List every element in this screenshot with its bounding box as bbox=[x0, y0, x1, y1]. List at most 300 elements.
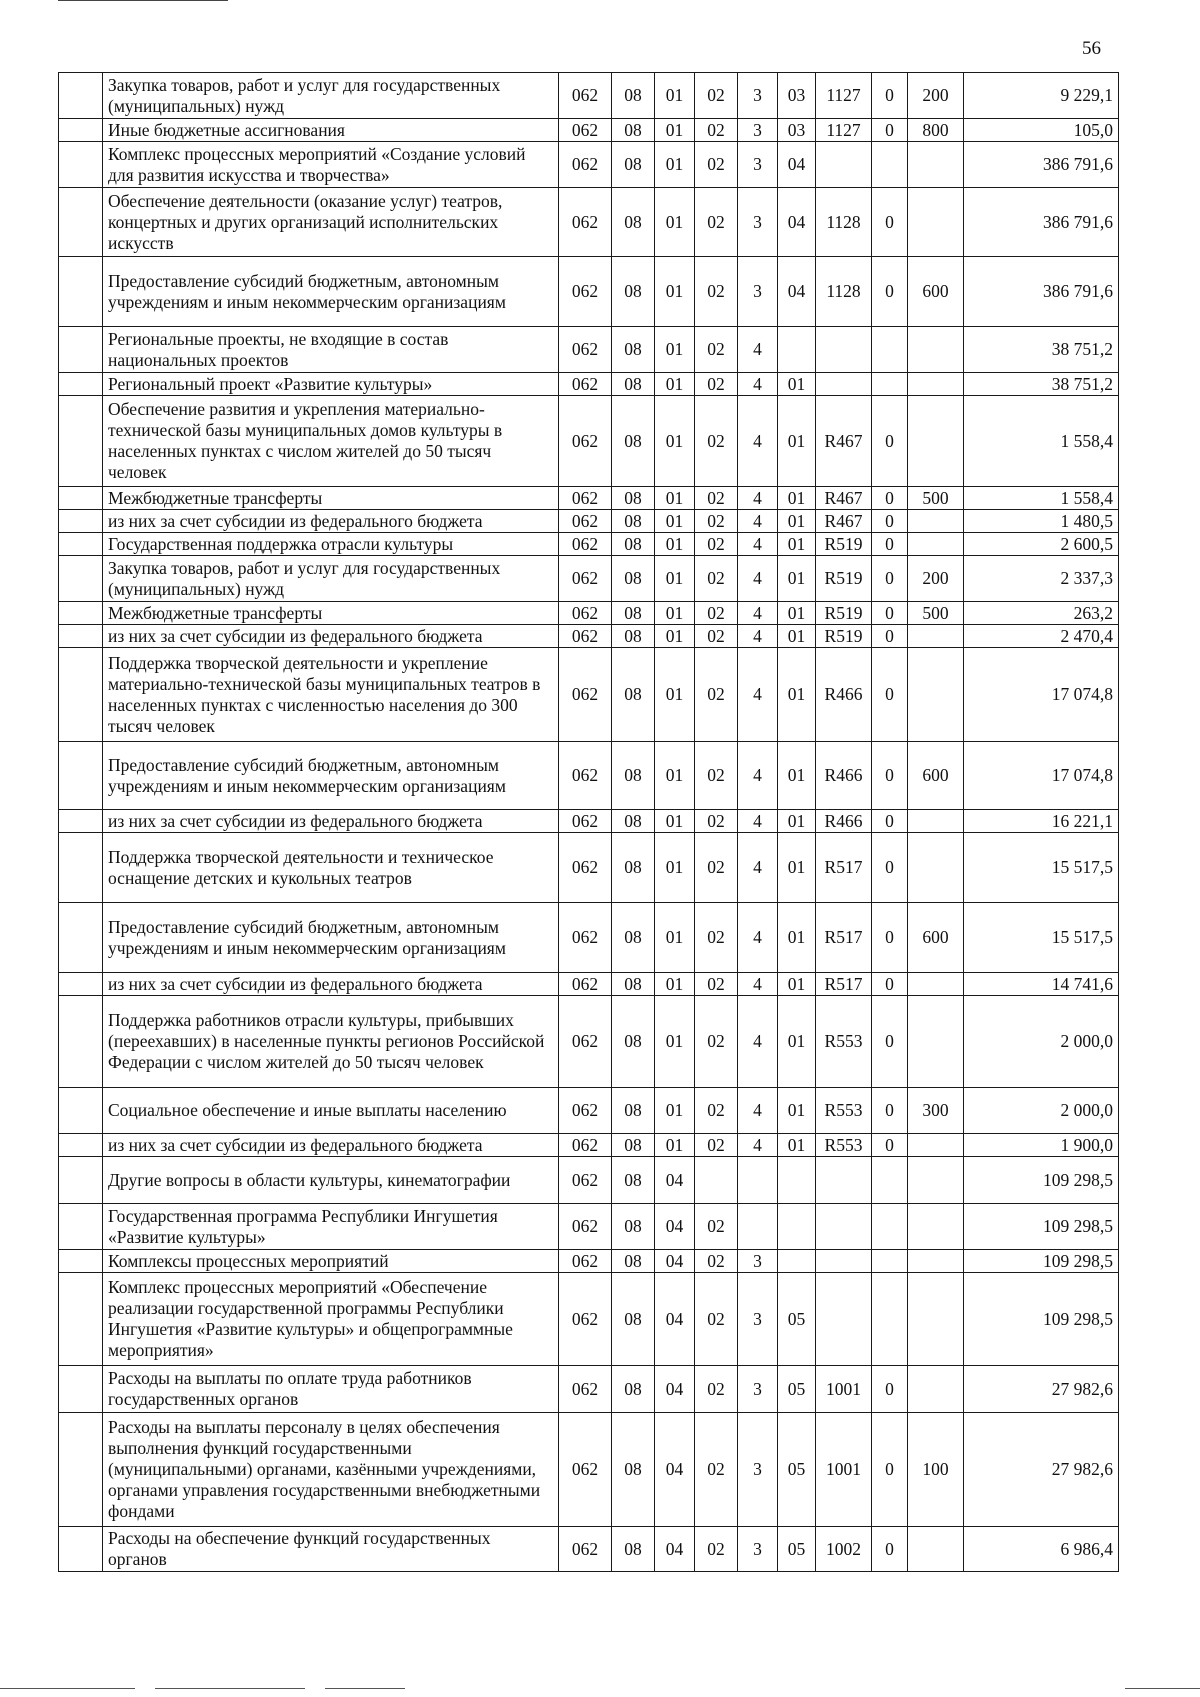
code-c5: 4 bbox=[738, 973, 778, 996]
amount: 2 000,0 bbox=[964, 996, 1119, 1088]
code-c4: 02 bbox=[695, 996, 738, 1088]
table-row bbox=[59, 742, 1119, 810]
code-c2: 08 bbox=[612, 533, 655, 556]
code-c6: 03 bbox=[778, 119, 816, 142]
code-c1: 062 bbox=[559, 1134, 612, 1157]
code-c4: 02 bbox=[695, 1134, 738, 1157]
amount: 38 751,2 bbox=[964, 373, 1119, 396]
code-c6: 01 bbox=[778, 1134, 816, 1157]
code-c7: R466 bbox=[816, 648, 872, 742]
code-c6: 04 bbox=[778, 257, 816, 327]
row-number-cell bbox=[59, 625, 103, 648]
code-c5: 3 bbox=[738, 142, 778, 188]
code-c5: 3 bbox=[738, 1250, 778, 1273]
code-c3: 04 bbox=[655, 1204, 695, 1250]
code-c4: 02 bbox=[695, 73, 738, 119]
code-c9: 200 bbox=[908, 556, 964, 602]
code-c9 bbox=[908, 142, 964, 188]
code-c7 bbox=[816, 1157, 872, 1204]
code-c7 bbox=[816, 1204, 872, 1250]
code-c7: R553 bbox=[816, 1088, 872, 1134]
table-row bbox=[59, 533, 1119, 556]
code-c3: 01 bbox=[655, 742, 695, 810]
code-c8: 0 bbox=[872, 833, 908, 903]
code-c7: R517 bbox=[816, 903, 872, 973]
code-c1: 062 bbox=[559, 188, 612, 257]
code-c7: 1128 bbox=[816, 257, 872, 327]
code-c3: 01 bbox=[655, 625, 695, 648]
code-c9 bbox=[908, 510, 964, 533]
code-c9: 800 bbox=[908, 119, 964, 142]
code-c5: 3 bbox=[738, 1273, 778, 1366]
row-number-cell bbox=[59, 142, 103, 188]
code-c2: 08 bbox=[612, 1413, 655, 1527]
code-c1: 062 bbox=[559, 1088, 612, 1134]
item-name: Поддержка творческой деятельности и техническое оснащение детских и кукольных театров bbox=[103, 833, 559, 903]
code-c4 bbox=[695, 1157, 738, 1204]
code-c4: 02 bbox=[695, 1366, 738, 1413]
row-number-cell bbox=[59, 327, 103, 373]
code-c9 bbox=[908, 373, 964, 396]
code-c7 bbox=[816, 373, 872, 396]
code-c6: 01 bbox=[778, 810, 816, 833]
code-c1: 062 bbox=[559, 1366, 612, 1413]
amount: 17 074,8 bbox=[964, 648, 1119, 742]
code-c1: 062 bbox=[559, 396, 612, 487]
code-c5: 4 bbox=[738, 810, 778, 833]
amount: 15 517,5 bbox=[964, 903, 1119, 973]
row-number-cell bbox=[59, 73, 103, 119]
code-c7: R467 bbox=[816, 396, 872, 487]
code-c9 bbox=[908, 1527, 964, 1572]
code-c8: 0 bbox=[872, 533, 908, 556]
code-c3: 01 bbox=[655, 903, 695, 973]
item-name: Другие вопросы в области культуры, кинематографии bbox=[103, 1157, 559, 1204]
code-c4: 02 bbox=[695, 327, 738, 373]
code-c2: 08 bbox=[612, 327, 655, 373]
code-c9: 600 bbox=[908, 903, 964, 973]
code-c2: 08 bbox=[612, 1273, 655, 1366]
table-row bbox=[59, 556, 1119, 602]
code-c8: 0 bbox=[872, 119, 908, 142]
item-name: Социальное обеспечение и иные выплаты населению bbox=[103, 1088, 559, 1134]
code-c9: 500 bbox=[908, 487, 964, 510]
code-c2: 08 bbox=[612, 625, 655, 648]
row-number-cell bbox=[59, 1527, 103, 1572]
amount: 27 982,6 bbox=[964, 1413, 1119, 1527]
item-name: из них за счет субсидии из федерального бюджета bbox=[103, 625, 559, 648]
code-c8 bbox=[872, 1204, 908, 1250]
code-c8: 0 bbox=[872, 1527, 908, 1572]
code-c6: 01 bbox=[778, 742, 816, 810]
table-row bbox=[59, 487, 1119, 510]
item-name: Межбюджетные трансферты bbox=[103, 602, 559, 625]
code-c4: 02 bbox=[695, 973, 738, 996]
code-c9 bbox=[908, 1250, 964, 1273]
code-c7: 1128 bbox=[816, 188, 872, 257]
code-c5: 4 bbox=[738, 996, 778, 1088]
code-c2: 08 bbox=[612, 903, 655, 973]
row-number-cell bbox=[59, 833, 103, 903]
code-c2: 08 bbox=[612, 1134, 655, 1157]
row-number-cell bbox=[59, 602, 103, 625]
code-c6: 03 bbox=[778, 73, 816, 119]
code-c2: 08 bbox=[612, 973, 655, 996]
code-c9 bbox=[908, 1366, 964, 1413]
code-c8: 0 bbox=[872, 1088, 908, 1134]
code-c1: 062 bbox=[559, 556, 612, 602]
code-c2: 08 bbox=[612, 142, 655, 188]
row-number-cell bbox=[59, 1204, 103, 1250]
code-c6: 01 bbox=[778, 648, 816, 742]
code-c6 bbox=[778, 1204, 816, 1250]
code-c5: 4 bbox=[738, 533, 778, 556]
table-row bbox=[59, 1088, 1119, 1134]
budget-table-body bbox=[59, 73, 1119, 1572]
code-c9: 600 bbox=[908, 742, 964, 810]
code-c4: 02 bbox=[695, 1413, 738, 1527]
table-row bbox=[59, 373, 1119, 396]
code-c3: 04 bbox=[655, 1273, 695, 1366]
code-c1: 062 bbox=[559, 487, 612, 510]
item-name: Закупка товаров, работ и услуг для государственных (муниципальных) нужд bbox=[103, 556, 559, 602]
code-c4: 02 bbox=[695, 119, 738, 142]
code-c1: 062 bbox=[559, 810, 612, 833]
code-c7: R466 bbox=[816, 810, 872, 833]
code-c3: 01 bbox=[655, 510, 695, 533]
code-c2: 08 bbox=[612, 396, 655, 487]
code-c4: 02 bbox=[695, 510, 738, 533]
code-c9 bbox=[908, 833, 964, 903]
code-c6 bbox=[778, 1250, 816, 1273]
row-number-cell bbox=[59, 648, 103, 742]
code-c5: 4 bbox=[738, 625, 778, 648]
code-c9 bbox=[908, 396, 964, 487]
row-number-cell bbox=[59, 119, 103, 142]
code-c9 bbox=[908, 1157, 964, 1204]
code-c8: 0 bbox=[872, 742, 908, 810]
row-number-cell bbox=[59, 810, 103, 833]
code-c7: 1001 bbox=[816, 1366, 872, 1413]
code-c5: 4 bbox=[738, 510, 778, 533]
amount: 109 298,5 bbox=[964, 1273, 1119, 1366]
row-number-cell bbox=[59, 1134, 103, 1157]
code-c7 bbox=[816, 1273, 872, 1366]
code-c1: 062 bbox=[559, 1527, 612, 1572]
item-name: Обеспечение развития и укрепления материально-технической базы муниципальных домов культуры в населенных пунктах с числом жителей до 50 тысяч человек bbox=[103, 396, 559, 487]
code-c7: R519 bbox=[816, 625, 872, 648]
code-c2: 08 bbox=[612, 648, 655, 742]
amount: 109 298,5 bbox=[964, 1204, 1119, 1250]
code-c3: 01 bbox=[655, 996, 695, 1088]
amount: 2 600,5 bbox=[964, 533, 1119, 556]
code-c7: R553 bbox=[816, 996, 872, 1088]
code-c7: R519 bbox=[816, 602, 872, 625]
code-c2: 08 bbox=[612, 373, 655, 396]
code-c6: 05 bbox=[778, 1273, 816, 1366]
code-c5: 3 bbox=[738, 1366, 778, 1413]
code-c8 bbox=[872, 327, 908, 373]
amount: 109 298,5 bbox=[964, 1157, 1119, 1204]
code-c8: 0 bbox=[872, 396, 908, 487]
page-number: 56 bbox=[1082, 38, 1101, 59]
code-c2: 08 bbox=[612, 510, 655, 533]
code-c4: 02 bbox=[695, 833, 738, 903]
code-c3: 01 bbox=[655, 327, 695, 373]
table-row bbox=[59, 1366, 1119, 1413]
code-c1: 062 bbox=[559, 73, 612, 119]
code-c1: 062 bbox=[559, 510, 612, 533]
code-c3: 01 bbox=[655, 973, 695, 996]
code-c5: 4 bbox=[738, 373, 778, 396]
code-c1: 062 bbox=[559, 648, 612, 742]
bottom-scan-lines bbox=[0, 1688, 1200, 1692]
amount: 109 298,5 bbox=[964, 1250, 1119, 1273]
code-c6: 01 bbox=[778, 556, 816, 602]
code-c2: 08 bbox=[612, 1157, 655, 1204]
code-c8: 0 bbox=[872, 510, 908, 533]
code-c1: 062 bbox=[559, 742, 612, 810]
table-row bbox=[59, 188, 1119, 257]
row-number-cell bbox=[59, 996, 103, 1088]
code-c8: 0 bbox=[872, 188, 908, 257]
table-row bbox=[59, 1527, 1119, 1572]
code-c3: 01 bbox=[655, 1088, 695, 1134]
code-c6: 04 bbox=[778, 142, 816, 188]
code-c4: 02 bbox=[695, 373, 738, 396]
code-c6: 01 bbox=[778, 903, 816, 973]
code-c2: 08 bbox=[612, 1088, 655, 1134]
item-name: Комплекс процессных мероприятий «Обеспечение реализации государственной программы Республики Ингушетия «Развитие культуры» и общепрограммные мероприятия» bbox=[103, 1273, 559, 1366]
amount: 27 982,6 bbox=[964, 1366, 1119, 1413]
code-c3: 04 bbox=[655, 1250, 695, 1273]
table-row bbox=[59, 648, 1119, 742]
code-c8: 0 bbox=[872, 1366, 908, 1413]
code-c9: 600 bbox=[908, 257, 964, 327]
code-c6: 05 bbox=[778, 1527, 816, 1572]
code-c6 bbox=[778, 1157, 816, 1204]
code-c4: 02 bbox=[695, 487, 738, 510]
code-c5: 4 bbox=[738, 1134, 778, 1157]
row-number-cell bbox=[59, 1250, 103, 1273]
code-c9: 300 bbox=[908, 1088, 964, 1134]
top-edge-line bbox=[58, 0, 228, 1]
code-c4: 02 bbox=[695, 1250, 738, 1273]
table-row bbox=[59, 327, 1119, 373]
amount: 386 791,6 bbox=[964, 142, 1119, 188]
row-number-cell bbox=[59, 1273, 103, 1366]
row-number-cell bbox=[59, 973, 103, 996]
code-c1: 062 bbox=[559, 119, 612, 142]
code-c7: R519 bbox=[816, 533, 872, 556]
code-c5 bbox=[738, 1204, 778, 1250]
table-row bbox=[59, 1157, 1119, 1204]
table-row bbox=[59, 833, 1119, 903]
code-c4: 02 bbox=[695, 1204, 738, 1250]
table-row bbox=[59, 1134, 1119, 1157]
code-c3: 01 bbox=[655, 119, 695, 142]
table-row bbox=[59, 510, 1119, 533]
code-c2: 08 bbox=[612, 257, 655, 327]
code-c7: R553 bbox=[816, 1134, 872, 1157]
item-name: Государственная поддержка отрасли культуры bbox=[103, 533, 559, 556]
code-c1: 062 bbox=[559, 142, 612, 188]
code-c9 bbox=[908, 533, 964, 556]
amount: 386 791,6 bbox=[964, 188, 1119, 257]
code-c7: 1127 bbox=[816, 73, 872, 119]
code-c3: 04 bbox=[655, 1413, 695, 1527]
code-c7: R467 bbox=[816, 510, 872, 533]
code-c1: 062 bbox=[559, 257, 612, 327]
code-c7: 1002 bbox=[816, 1527, 872, 1572]
amount: 15 517,5 bbox=[964, 833, 1119, 903]
code-c6: 01 bbox=[778, 833, 816, 903]
code-c2: 08 bbox=[612, 487, 655, 510]
code-c6: 01 bbox=[778, 625, 816, 648]
code-c5: 3 bbox=[738, 73, 778, 119]
row-number-cell bbox=[59, 903, 103, 973]
item-name: Поддержка творческой деятельности и укрепление материально-технической базы муниципальных театров в населенных пунктах с численностью населения до 300 тысяч человек bbox=[103, 648, 559, 742]
code-c4: 02 bbox=[695, 188, 738, 257]
code-c9 bbox=[908, 810, 964, 833]
code-c9 bbox=[908, 1204, 964, 1250]
code-c5: 4 bbox=[738, 833, 778, 903]
code-c6: 01 bbox=[778, 973, 816, 996]
amount: 16 221,1 bbox=[964, 810, 1119, 833]
row-number-cell bbox=[59, 510, 103, 533]
table-row bbox=[59, 1413, 1119, 1527]
amount: 14 741,6 bbox=[964, 973, 1119, 996]
table-row bbox=[59, 1204, 1119, 1250]
row-number-cell bbox=[59, 1088, 103, 1134]
code-c3: 04 bbox=[655, 1366, 695, 1413]
code-c6: 01 bbox=[778, 373, 816, 396]
code-c5: 4 bbox=[738, 1088, 778, 1134]
code-c6: 01 bbox=[778, 510, 816, 533]
table-row bbox=[59, 396, 1119, 487]
code-c8: 0 bbox=[872, 602, 908, 625]
item-name: из них за счет субсидии из федерального бюджета bbox=[103, 973, 559, 996]
item-name: из них за счет субсидии из федерального бюджета bbox=[103, 510, 559, 533]
item-name: Расходы на обеспечение функций государственных органов bbox=[103, 1527, 559, 1572]
code-c5: 4 bbox=[738, 602, 778, 625]
code-c3: 01 bbox=[655, 73, 695, 119]
code-c3: 01 bbox=[655, 556, 695, 602]
code-c8 bbox=[872, 1250, 908, 1273]
code-c5: 3 bbox=[738, 1413, 778, 1527]
code-c5: 4 bbox=[738, 556, 778, 602]
code-c3: 01 bbox=[655, 373, 695, 396]
code-c2: 08 bbox=[612, 73, 655, 119]
code-c1: 062 bbox=[559, 625, 612, 648]
code-c9: 500 bbox=[908, 602, 964, 625]
code-c4: 02 bbox=[695, 396, 738, 487]
item-name: Расходы на выплаты по оплате труда работников государственных органов bbox=[103, 1366, 559, 1413]
code-c4: 02 bbox=[695, 602, 738, 625]
amount: 1 900,0 bbox=[964, 1134, 1119, 1157]
code-c3: 01 bbox=[655, 142, 695, 188]
amount: 17 074,8 bbox=[964, 742, 1119, 810]
code-c4: 02 bbox=[695, 1273, 738, 1366]
item-name: Комплекс процессных мероприятий «Создание условий для развития искусства и творчества» bbox=[103, 142, 559, 188]
code-c9 bbox=[908, 973, 964, 996]
item-name: Расходы на выплаты персоналу в целях обеспечения выполнения функций государственными (муниципальными) органами, казёнными учреждениями, органами управления государственными внебюджетными фондами bbox=[103, 1413, 559, 1527]
code-c4: 02 bbox=[695, 903, 738, 973]
code-c3: 01 bbox=[655, 188, 695, 257]
code-c1: 062 bbox=[559, 833, 612, 903]
row-number-cell bbox=[59, 556, 103, 602]
amount: 1 558,4 bbox=[964, 396, 1119, 487]
code-c6 bbox=[778, 327, 816, 373]
item-name: Региональные проекты, не входящие в состав национальных проектов bbox=[103, 327, 559, 373]
table-row bbox=[59, 625, 1119, 648]
item-name: из них за счет субсидии из федерального бюджета bbox=[103, 810, 559, 833]
code-c1: 062 bbox=[559, 1157, 612, 1204]
code-c6: 05 bbox=[778, 1366, 816, 1413]
amount: 263,2 bbox=[964, 602, 1119, 625]
table-row bbox=[59, 142, 1119, 188]
row-number-cell bbox=[59, 396, 103, 487]
code-c1: 062 bbox=[559, 602, 612, 625]
code-c3: 01 bbox=[655, 1134, 695, 1157]
code-c1: 062 bbox=[559, 1413, 612, 1527]
code-c8: 0 bbox=[872, 973, 908, 996]
item-name: Закупка товаров, работ и услуг для государственных (муниципальных) нужд bbox=[103, 73, 559, 119]
code-c7 bbox=[816, 327, 872, 373]
code-c8: 0 bbox=[872, 810, 908, 833]
amount: 2 337,3 bbox=[964, 556, 1119, 602]
code-c7: R466 bbox=[816, 742, 872, 810]
item-name: Иные бюджетные ассигнования bbox=[103, 119, 559, 142]
row-number-cell bbox=[59, 487, 103, 510]
table-row bbox=[59, 73, 1119, 119]
code-c6: 01 bbox=[778, 533, 816, 556]
code-c7 bbox=[816, 142, 872, 188]
code-c1: 062 bbox=[559, 973, 612, 996]
code-c3: 04 bbox=[655, 1157, 695, 1204]
code-c8 bbox=[872, 1273, 908, 1366]
code-c1: 062 bbox=[559, 373, 612, 396]
code-c4: 02 bbox=[695, 1088, 738, 1134]
code-c9 bbox=[908, 648, 964, 742]
table-row bbox=[59, 973, 1119, 996]
code-c5: 4 bbox=[738, 742, 778, 810]
table-row bbox=[59, 119, 1119, 142]
code-c9 bbox=[908, 327, 964, 373]
code-c8: 0 bbox=[872, 996, 908, 1088]
code-c2: 08 bbox=[612, 1527, 655, 1572]
code-c5: 3 bbox=[738, 257, 778, 327]
item-name: Предоставление субсидий бюджетным, автономным учреждениям и иным некоммерческим организациям bbox=[103, 742, 559, 810]
code-c5: 4 bbox=[738, 903, 778, 973]
code-c8 bbox=[872, 373, 908, 396]
code-c4: 02 bbox=[695, 1527, 738, 1572]
code-c2: 08 bbox=[612, 602, 655, 625]
code-c9 bbox=[908, 1134, 964, 1157]
row-number-cell bbox=[59, 533, 103, 556]
table-row bbox=[59, 1250, 1119, 1273]
code-c9 bbox=[908, 188, 964, 257]
item-name: Предоставление субсидий бюджетным, автономным учреждениям и иным некоммерческим организациям bbox=[103, 257, 559, 327]
code-c6: 01 bbox=[778, 1088, 816, 1134]
table-row bbox=[59, 602, 1119, 625]
code-c2: 08 bbox=[612, 188, 655, 257]
row-number-cell bbox=[59, 373, 103, 396]
code-c4: 02 bbox=[695, 810, 738, 833]
code-c6: 04 bbox=[778, 188, 816, 257]
amount: 386 791,6 bbox=[964, 257, 1119, 327]
table-row bbox=[59, 996, 1119, 1088]
